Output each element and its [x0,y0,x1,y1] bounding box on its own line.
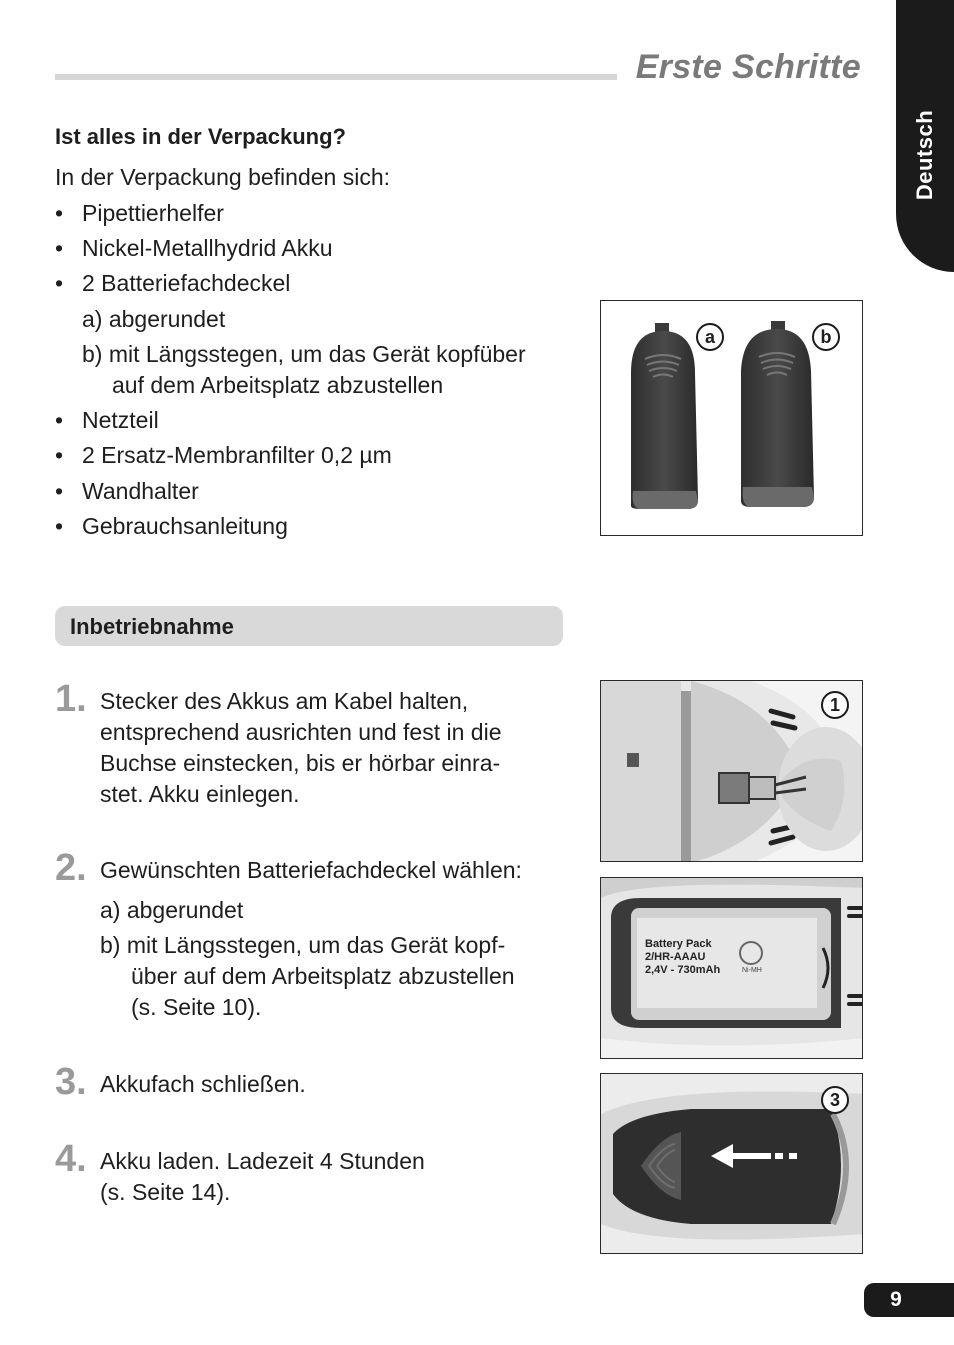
battery-chemistry: Ni-MH [742,967,762,974]
battery-label-line: 2/HR-AAAU [645,951,706,963]
list-item: • 2 Ersatz-Membranfilter 0,2 µm [55,442,392,468]
list-item: • Netzteil [55,407,159,433]
page-number: 9 [890,1288,902,1311]
step-number: 4. [55,1138,87,1180]
step-text: stet. Akku einlegen. [100,781,300,807]
list-item: • Wandhalter [55,478,199,504]
battery-covers-figure [600,300,863,536]
language-tab-label: Deutsch [912,109,937,201]
sub-list-item: a) abgerundet [100,897,244,923]
step-number: 3. [55,1061,87,1103]
step-text: Akkufach schließen. [100,1071,306,1097]
sub-list-item: b) mit Längsstegen, um das Gerät kopf- [100,932,506,958]
page-title: Erste Schritte [635,48,861,86]
list-item: • Gebrauchsanleitung [55,513,288,539]
step2-photo [600,877,863,1059]
step-text: Stecker des Akkus am Kabel halten, [100,688,469,714]
figure-label-b: b [812,323,840,351]
list-item: • 2 Batteriefachdeckel [55,270,291,296]
photo-step-badge: 1 [821,691,849,719]
language-tab [896,0,954,272]
list-item: • Pipettierhelfer [55,200,224,226]
battery-label [645,938,720,977]
contents-intro: In der Verpackung befinden sich: [55,164,391,190]
sub-list-item-continued: auf dem Arbeitsplatz abzustellen [112,372,444,398]
battery-label-line: 2,4V - 730mAh [645,964,721,976]
list-item: • Nickel-Metallhydrid Akku [55,235,333,261]
sub-list-item: a) abgerundet [82,306,226,332]
step-text: Gewünschten Batteriefachdeckel wählen: [100,857,522,883]
battery-compartment-illustration [601,878,863,1059]
section-title: Inbetriebnahme [70,614,234,639]
page-number-tab [864,1283,954,1317]
contents-heading: Ist alles in der Verpackung? [55,124,346,149]
step-text: Akku laden. Ladezeit 4 Stunden [100,1148,425,1174]
battery-label-line: Battery Pack [645,938,712,950]
step-text: Buchse einstecken, bis er hörbar einra- [100,750,501,776]
section-header [55,606,563,646]
step-number: 1. [55,678,87,720]
figure-label-a: a [696,323,724,351]
sub-list-item-continued: (s. Seite 10). [131,994,262,1020]
sub-list-item-continued: über auf dem Arbeitsplatz abzustellen [131,963,515,989]
sub-list-item: b) mit Längsstegen, um das Gerät kopfüber [82,341,526,367]
step1-photo [600,680,863,862]
step3-photo [600,1073,863,1254]
header-rule [55,74,617,80]
photo-step-badge: 3 [821,1086,849,1114]
step-number: 2. [55,847,87,889]
step-text: entsprechend ausrichten und fest in die [100,719,502,745]
step-text: (s. Seite 14). [100,1179,231,1205]
